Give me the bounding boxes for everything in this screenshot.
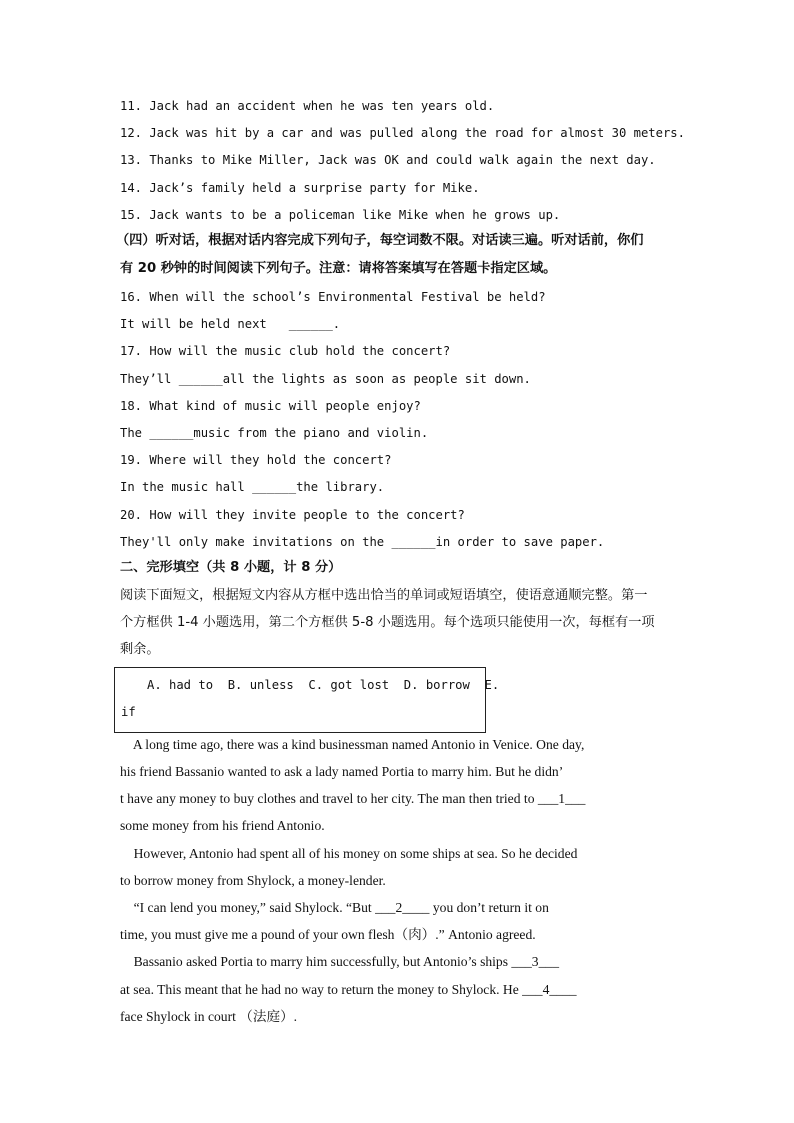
passage-line: his friend Bassanio wanted to ask a lady named Portia to marry him. But he didn’ xyxy=(120,764,564,779)
passage-line: some money from his friend Antonio. xyxy=(120,818,325,833)
passage-line: to borrow money from Shylock, a money-lender. xyxy=(120,873,386,888)
word-options-line-1: A. had to B. unless C. got lost D. borrow E. xyxy=(147,678,500,692)
passage-line: “I can lend you money,” said Shylock. “But ___2____ you don’t return it on xyxy=(120,900,549,915)
answer-20: They'll only make invitations on the ______in order to save paper. xyxy=(120,535,605,549)
section-2-title: 二、完形填空（共 8 小题，计 8 分） xyxy=(120,560,342,575)
section-2-instruction-line-3: 剩余。 xyxy=(120,642,160,657)
answer-18: The ______music from the piano and violin. xyxy=(120,426,429,440)
question-18: 18. What kind of music will people enjoy? xyxy=(120,399,421,413)
passage-line: at sea. This meant that he had no way to return the money to Shylock. He ___4____ xyxy=(120,982,577,997)
answer-17: They’ll ______all the lights as soon as people sit down. xyxy=(120,372,531,386)
passage-line: However, Antonio had spent all of his money on some ships at sea. So he decided xyxy=(120,846,578,861)
question-19: 19. Where will they hold the concert? xyxy=(120,453,392,467)
answer-19: In the music hall ______the library. xyxy=(120,480,385,494)
answer-16: It will be held next ______. xyxy=(120,317,341,331)
statement-11: 11. Jack had an accident when he was ten years old. xyxy=(120,99,495,113)
statement-15: 15. Jack wants to be a policeman like Mike when he grows up. xyxy=(120,208,561,222)
word-option-box xyxy=(114,667,500,733)
section-2-instruction-line-1: 阅读下面短文，根据短文内容从方框中选出恰当的单词或短语填空，使语意通顺完整。第一 xyxy=(120,588,648,603)
question-20: 20. How will they invite people to the concert? xyxy=(120,508,465,522)
statement-14: 14. Jack’s family held a surprise party for Mike. xyxy=(120,181,480,195)
question-16: 16. When will the school’s Environmental Festival be held? xyxy=(120,290,546,304)
section-4-instruction-line-1: （四）听对话，根据对话内容完成下列句子，每空词数不限。对话读三遍。听对话前，你们 xyxy=(116,233,644,248)
passage-line: A long time ago, there was a kind businessman named Antonio in Venice. One day, xyxy=(120,737,585,752)
passage-line: t have any money to buy clothes and travel to her city. The man then tried to ___1___ xyxy=(120,791,586,806)
section-4-instruction-line-2: 有 20 秒钟的时间阅读下列句子。注意：请将答案填写在答题卡指定区域。 xyxy=(120,261,557,276)
statement-13: 13. Thanks to Mike Miller, Jack was OK and could walk again the next day. xyxy=(120,153,656,167)
question-17: 17. How will the music club hold the concert? xyxy=(120,344,451,358)
word-options-line-2: if xyxy=(121,705,136,719)
passage-line: Bassanio asked Portia to marry him successfully, but Antonio’s ships ___3___ xyxy=(120,954,559,969)
passage-line: time, you must give me a pound of your own flesh（肉）.” Antonio agreed. xyxy=(120,927,536,942)
statement-12: 12. Jack was hit by a car and was pulled along the road for almost 30 meters. xyxy=(120,126,685,140)
passage-line: face Shylock in court （法庭）. xyxy=(120,1009,298,1024)
section-2-instruction-line-2: 个方框供 1-4 小题选用，第二个方框供 5-8 小题选用。每个选项只能使用一次，每框有一项 xyxy=(120,615,655,630)
